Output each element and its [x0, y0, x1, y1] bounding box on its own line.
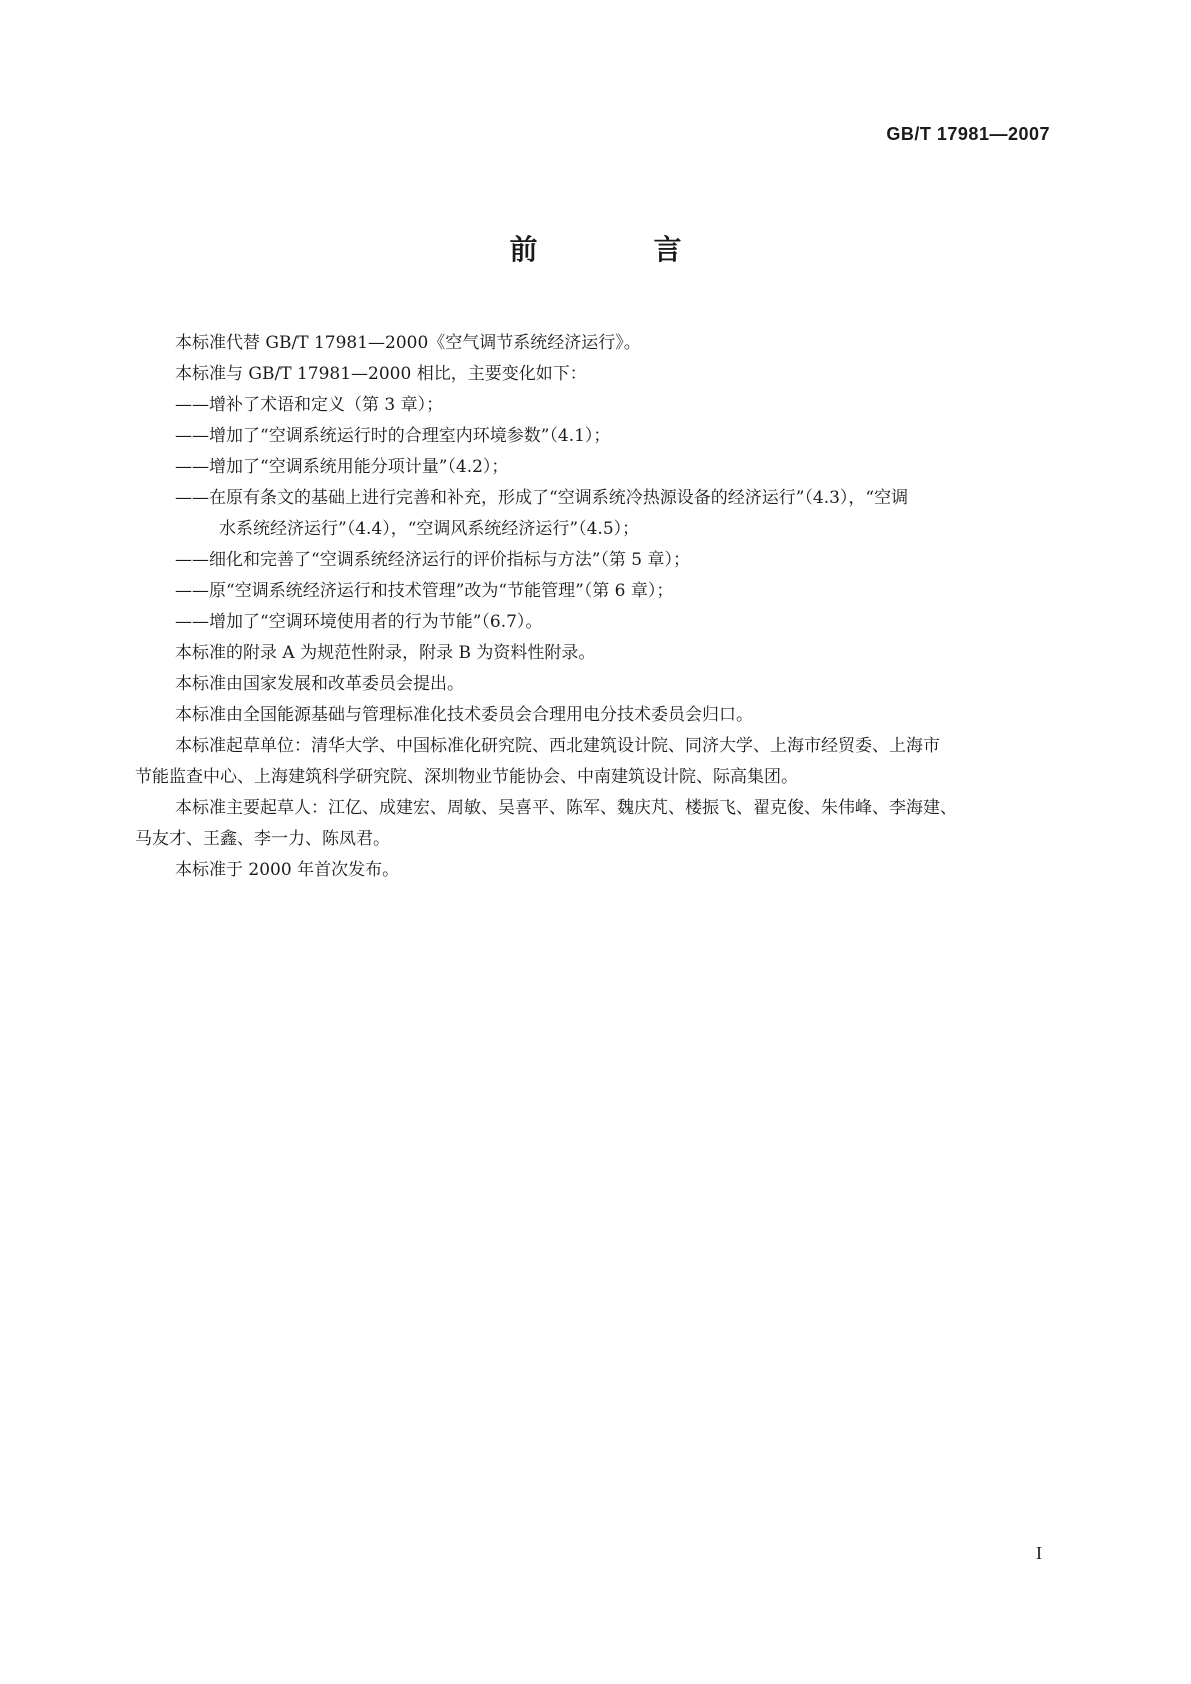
list-item-continuation: 水系统经济运行”（4.4），“空调风系统经济运行”（4.5）； — [219, 519, 640, 539]
paragraph-proposed-by: 本标准由国家发展和改革委员会提出。 — [175, 674, 464, 694]
paragraph-drafting-units: 本标准起草单位：清华大学、中国标准化研究院、西北建筑设计院、同济大学、上海市经贸委、上海市 — [175, 736, 940, 756]
paragraph-under-jurisdiction: 本标准由全国能源基础与管理标准化技术委员会合理用电分技术委员会归口。 — [175, 705, 753, 725]
list-item: ——在原有条文的基础上进行完善和补充，形成了“空调系统冷热源设备的经济运行”（4.3），“空调 — [175, 488, 909, 508]
list-item: ——增加了“空调系统用能分项计量”（4.2）； — [175, 457, 509, 477]
list-item: ——原“空调系统经济运行和技术管理”改为“节能管理”（第 6 章）； — [175, 581, 674, 601]
list-item: ——增加了“空调系统运行时的合理室内环境参数”（4.1）； — [175, 426, 611, 446]
page-number: I — [1036, 1543, 1042, 1563]
paragraph-drafters: 本标准主要起草人：江亿、成建宏、周敏、吴喜平、陈军、魏庆芃、楼振飞、翟克俊、朱伟峰、李海建、 — [175, 798, 957, 818]
document-body — [135, 328, 1059, 886]
list-item: ——细化和完善了“空调系统经济运行的评价指标与方法”（第 5 章）； — [175, 550, 691, 570]
standard-code: GB/T 17981—2007 — [886, 124, 1050, 144]
page-title: 前 言 — [509, 233, 726, 266]
paragraph-drafters-continuation: 马友才、王鑫、李一力、陈凤君。 — [135, 829, 390, 849]
list-item: ——增补了术语和定义（第 3 章）； — [175, 395, 444, 415]
paragraph-appendix: 本标准的附录 A 为规范性附录，附录 B 为资料性附录。 — [175, 643, 596, 663]
paragraph-replaces: 本标准代替 GB/T 17981—2000《空气调节系统经济运行》。 — [175, 333, 641, 353]
paragraph-first-published: 本标准于 2000 年首次发布。 — [175, 860, 400, 880]
paragraph-drafting-units-continuation: 节能监查中心、上海建筑科学研究院、深圳物业节能协会、中南建筑设计院、际高集团。 — [135, 767, 798, 787]
list-item: ——增加了“空调环境使用者的行为节能”（6.7）。 — [175, 612, 543, 632]
paragraph-changes-intro: 本标准与 GB/T 17981—2000 相比，主要变化如下： — [175, 364, 587, 384]
